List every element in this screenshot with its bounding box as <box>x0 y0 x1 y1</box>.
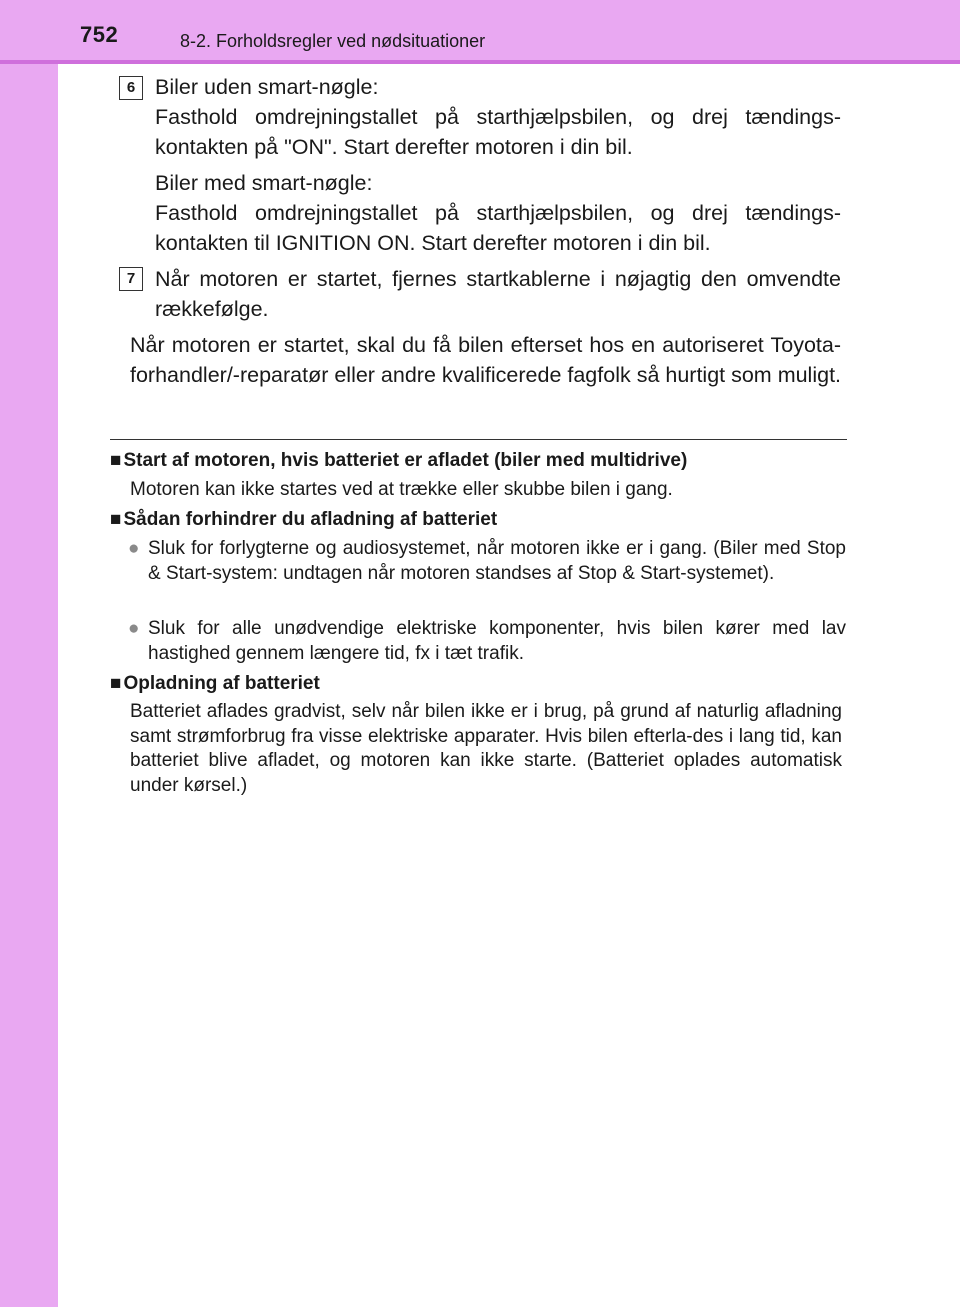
step-7-text: Når motoren er startet, fjernes startkablerne i nøjagtig den omvendte rækkefølge. <box>155 267 841 321</box>
note-text: Batteriet aflades gradvist, selv når bilen ikke er i brug, på grund af naturlig afladning samt strømforbrug fra visse elektriske apparater. Hvis bilen efterla-des i lang tid, kan batteriet blive afladet, og motoren kan ikke starte. (Batteriet oplades automatisk under kørsel.) <box>130 701 842 796</box>
note-heading <box>110 449 687 473</box>
square-bullet-icon: ■ <box>110 450 122 471</box>
note-heading <box>110 672 320 696</box>
note-heading <box>110 508 497 532</box>
note-text: Motoren kan ikke startes ved at trække eller skubbe bilen i gang. <box>130 479 673 500</box>
section-divider <box>110 439 847 440</box>
closing-paragraph: Når motoren er startet, skal du få bilen efterset hos en autoriseret Toyota-forhandler/-reparatør eller andre kvalificerede fagfolk så hurtigt som muligt. <box>130 333 842 387</box>
circle-bullet-icon: ● <box>128 538 140 559</box>
note-heading-text: Start af motoren, hvis batteriet er afladet (biler med multidrive) <box>123 450 688 471</box>
section-title: 8-2. Forholdsregler ved nødsituationer <box>180 31 486 51</box>
page-number: 752 <box>80 22 119 47</box>
note-heading-text: Sådan forhindrer du afladning af batteriet <box>123 509 498 530</box>
note-heading-text: Opladning af batteriet <box>123 673 320 694</box>
sidebar-tab-band <box>0 0 58 1307</box>
step-6-label-a: Biler uden smart-nøgle: <box>155 75 379 99</box>
header-rule <box>0 60 960 64</box>
circle-bullet-icon: ● <box>128 618 140 639</box>
step-number-badge: 7 <box>119 267 143 291</box>
bullet-text: Sluk for alle unødvendige elektriske komponenter, hvis bilen kører med lav hastighed gennem længere tid, fx i tæt trafik. <box>148 618 846 664</box>
step-number-badge: 6 <box>119 76 143 100</box>
square-bullet-icon: ■ <box>110 509 122 530</box>
square-bullet-icon: ■ <box>110 673 122 694</box>
step-6-text-a: Fasthold omdrejningstallet på starthjælpsbilen, og drej tændings-kontakten på "ON". Start derefter motoren i din bil. <box>155 105 841 159</box>
step-6-text-b: Fasthold omdrejningstallet på starthjælpsbilen, og drej tændings-kontakten til IGNITION ON. Start derefter motoren i din bil. <box>155 201 841 255</box>
step-6-label-b: Biler med smart-nøgle: <box>155 171 373 195</box>
bullet-text: Sluk for forlygterne og audiosystemet, når motoren ikke er i gang. (Biler med Stop & Start-system: undtagen når motoren standses af Stop & Start-systemet). <box>148 538 846 584</box>
